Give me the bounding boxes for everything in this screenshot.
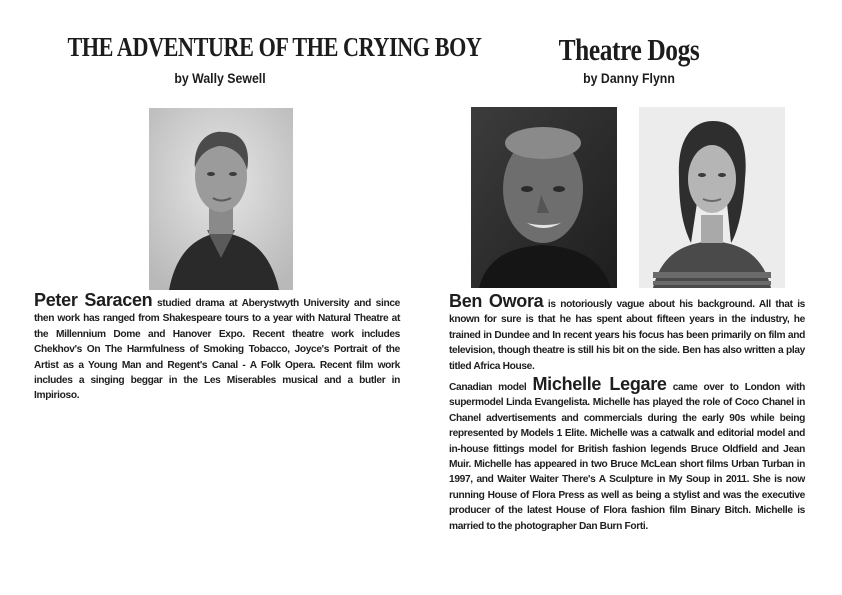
actor-bio [34,290,400,404]
actor-name: Peter Saracen [34,290,153,310]
headshot-photo-michelle [639,107,785,288]
play-author: by Wally Sewell [174,70,266,86]
headshot-image [471,107,617,288]
actor-bio-prefix: Canadian model [449,382,533,393]
headshot-image [149,108,293,290]
headshot-photo [149,108,293,290]
actor-bio-text: is notoriously vague about his background. All that is known for sure is that he has spent about fifteen years in the industry, he trained in Dundee and In recent years his focus has been primarily on film and television, though theatre is still his bit on the side. Ben has also written a play titled Africa House. [449,299,805,372]
actor-bio [449,291,805,374]
headshot-photo-ben [471,107,617,288]
actor-name: Ben Owora [449,291,544,311]
actor-bio-text: came over to London with supermodel Linda Evangelista. Michelle has played the role of Coco Chanel in Chanel advertisements and commercials during the early 90s while being represented by Models 1 Elite. Michelle was a catwalk and editorial model and in-house fittings model for British fashion legends Bruce Oldfield and Jean Muir. Michelle has appeared in two Bruce McLean short films Urban Turban in 1997, and Waiter Waiter There's A Sculpture in My Soup in 2011. She is now running House of Flora Press as well as being a stylist and was the executive producer of the latest House of Flora fashion film Binary Bitch. Michelle is married to the photographer Dan Burn Forti. [449,382,805,532]
headshot-image [639,107,785,288]
play-author: by Danny Flynn [583,70,675,86]
play-title: THE ADVENTURE OF THE CRYING BOY [67,32,482,62]
actor-bio [449,374,805,534]
actor-bio-text: studied drama at Aberystwyth University and since then work has ranged from Shakespeare tours to a year with Natural Theatre at the Millennium Dome and Hanover Expo. Recent theatre work includes Chekhov's On The Harmfulness of Smoking Tobacco, Joyce's Portrait of the Artist as a Young Man and Regent's Canal - A Folk Opera. Recent film work includes a singing beggar in the Les Miserables musical and a butler in Impirioso. [34,298,400,402]
play-title: Theatre Dogs [558,32,700,67]
actor-name: Michelle Legare [532,374,667,394]
